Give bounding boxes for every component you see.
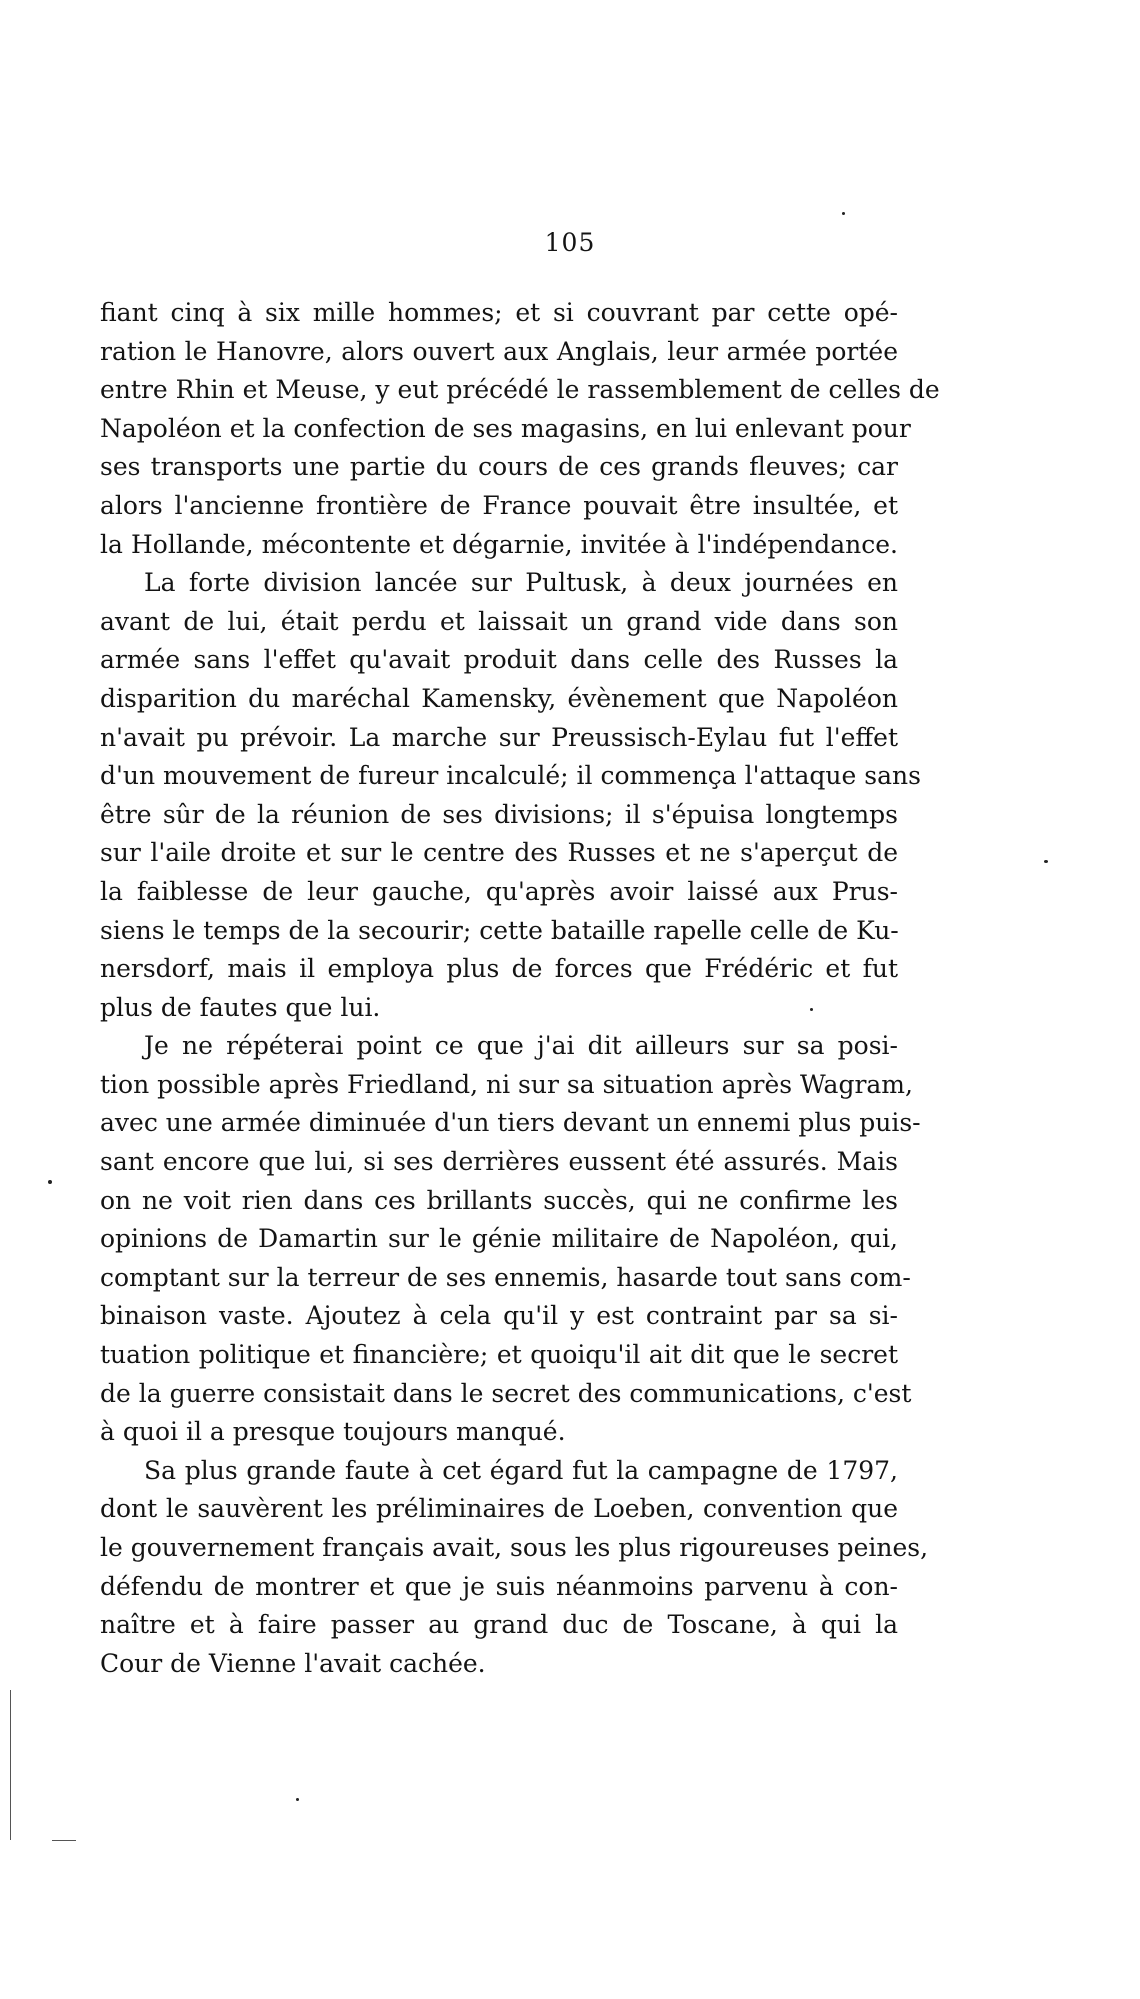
text-line: avant de lui, était perdu et laissait un grand vide dans son — [100, 606, 898, 636]
scan-speck — [1044, 860, 1048, 863]
body-text — [100, 294, 940, 1683]
text-line: sur l'aile droite et sur le centre des Russes et ne s'aperçut de — [100, 838, 898, 868]
text-line: entre Rhin et Meuse, y eut précédé le rassemblement de celles de — [100, 375, 940, 405]
text-line: Cour de Vienne l'avait cachée. — [100, 1648, 486, 1678]
text-line: plus de fautes que lui. — [100, 992, 381, 1022]
scan-margin-line — [10, 1690, 11, 1840]
text-line: ration le Hanovre, alors ouvert aux Anglais, leur armée portée — [100, 336, 898, 366]
scan-margin-dash — [52, 1840, 76, 1841]
text-line: tion possible après Friedland, ni sur sa situation après Wagram, — [100, 1069, 913, 1099]
text-line: nersdorf, mais il employa plus de forces que Frédéric et fut — [100, 954, 898, 984]
text-line: la faiblesse de leur gauche, qu'après avoir laissé aux Prus- — [100, 876, 898, 906]
text-line: naître et à faire passer au grand duc de Toscane, à qui la — [100, 1610, 898, 1640]
text-line: être sûr de la réunion de ses divisions; il s'épuisa longtemps — [100, 799, 898, 829]
scan-speck — [296, 1798, 299, 1801]
text-line: ses transports une partie du cours de ces grands fleuves; car — [100, 452, 898, 482]
scan-speck — [810, 1008, 813, 1011]
text-line: Je ne répéterai point ce que j'ai dit ailleurs sur sa posi- — [144, 1031, 898, 1061]
scan-speck — [842, 212, 845, 215]
text-line: le gouvernement français avait, sous les plus rigoureuses peines, — [100, 1533, 929, 1562]
text-line: n'avait pu prévoir. La marche sur Preussisch-Eylau fut l'effet — [100, 722, 898, 752]
text-line: on ne voit rien dans ces brillants succès, qui ne confirme les — [100, 1185, 898, 1215]
text-line: siens le temps de la secourir; cette bataille rapelle celle de Ku- — [100, 915, 899, 945]
text-line: dont le sauvèrent les préliminaires de Loeben, convention que — [100, 1494, 898, 1524]
text-line: la Hollande, mécontente et dégarnie, invitée à l'indépendance. — [100, 529, 898, 559]
text-line: disparition du maréchal Kamensky, évènement que Napoléon — [100, 683, 898, 713]
text-line: avec une armée diminuée d'un tiers devant un ennemi plus puis- — [100, 1108, 921, 1138]
text-line: d'un mouvement de fureur incalculé; il commença l'attaque sans — [100, 761, 921, 791]
text-line: binaison vaste. Ajoutez à cela qu'il y est contraint par sa si- — [100, 1301, 898, 1331]
text-line: Sa plus grande faute à cet égard fut la campagne de 1797, — [144, 1455, 898, 1485]
text-line: La forte division lancée sur Pultusk, à deux journées en — [144, 568, 898, 598]
text-line: tuation politique et financière; et quoiqu'il ait dit que le secret — [100, 1340, 898, 1370]
text-line: Napoléon et la confection de ses magasins, en lui enlevant pour — [100, 413, 911, 443]
text-line: comptant sur la terreur de ses ennemis, hasarde tout sans com- — [100, 1262, 911, 1292]
page-number: 105 — [544, 228, 596, 257]
text-line: à quoi il a presque toujours manqué. — [100, 1417, 566, 1447]
scan-speck — [48, 1180, 52, 1184]
text-line: fiant cinq à six mille hommes; et si couvrant par cette opé- — [100, 298, 898, 327]
text-line: armée sans l'effet qu'avait produit dans celle des Russes la — [100, 645, 898, 675]
text-line: de la guerre consistait dans le secret des communications, c'est — [100, 1378, 912, 1408]
text-line: défendu de montrer et que je suis néanmoins parvenu à con- — [100, 1571, 898, 1601]
text-line: sant encore que lui, si ses derrières eussent été assurés. Mais — [100, 1147, 898, 1177]
text-line: opinions de Damartin sur le génie militaire de Napoléon, qui, — [100, 1224, 898, 1254]
text-line: alors l'ancienne frontière de France pouvait être insultée, et — [100, 490, 898, 520]
